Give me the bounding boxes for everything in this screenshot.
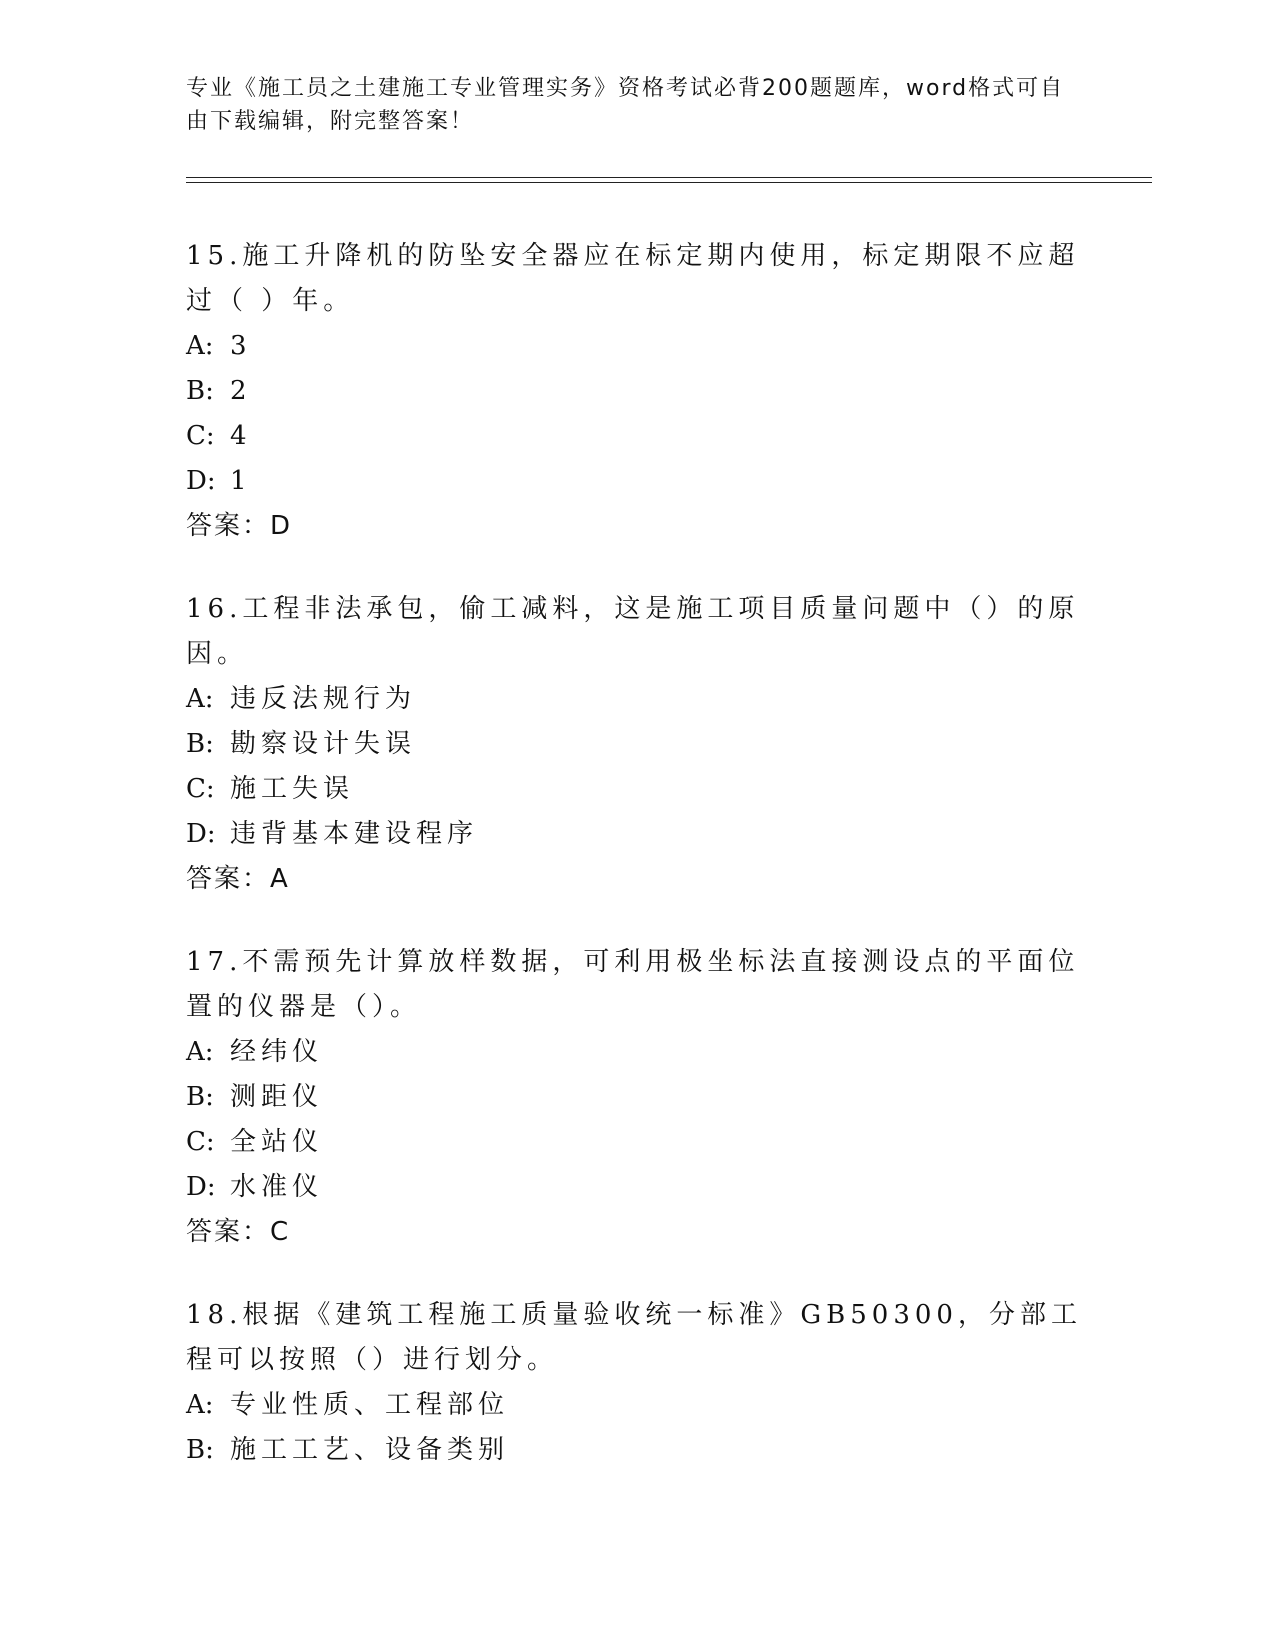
question-text — [186, 940, 1086, 1030]
option-text: 违反法规行为 — [230, 684, 417, 714]
question-number: 18. — [186, 1300, 243, 1330]
option-d — [186, 459, 1086, 504]
option-letter: D: — [186, 466, 216, 496]
question-number: 16. — [186, 594, 243, 624]
question-stem: 根据《建筑工程施工质量验收统一标准》GB50300，分部工程可以按照（）进行划分。 — [186, 1300, 1082, 1375]
option-text: 4 — [230, 421, 252, 451]
option-letter: A: — [186, 1037, 214, 1067]
option-text: 水准仪 — [230, 1172, 324, 1202]
document-header: 专业《施工员之土建施工专业管理实务》资格考试必背200题题库，word格式可自由下载编辑，附完整答案！ — [186, 76, 1065, 134]
option-letter: C: — [186, 1127, 215, 1157]
option-b — [186, 1075, 1086, 1120]
option-b — [186, 722, 1086, 767]
answer-line: 答案：C — [186, 1217, 291, 1247]
option-b — [186, 1428, 1086, 1473]
question-text — [186, 1293, 1086, 1383]
question-text — [186, 234, 1086, 324]
option-text: 2 — [230, 376, 252, 406]
option-a — [186, 1383, 1086, 1428]
option-text: 施工失误 — [230, 774, 355, 804]
answer-line: 答案：D — [186, 511, 293, 541]
option-letter: D: — [186, 1172, 216, 1202]
question-15 — [186, 234, 1086, 549]
option-text: 专业性质、工程部位 — [230, 1390, 510, 1420]
option-letter: A: — [186, 1390, 214, 1420]
option-d — [186, 812, 1086, 857]
option-text: 3 — [230, 331, 252, 361]
option-text: 经纬仪 — [230, 1037, 324, 1067]
option-c — [186, 414, 1086, 459]
option-a — [186, 324, 1086, 369]
option-text: 勘察设计失误 — [230, 729, 417, 759]
option-text: 施工工艺、设备类别 — [230, 1435, 510, 1465]
option-letter: D: — [186, 819, 216, 849]
option-letter: C: — [186, 421, 215, 451]
option-text: 测距仪 — [230, 1082, 324, 1112]
option-letter: A: — [186, 684, 214, 714]
option-letter: B: — [186, 1082, 214, 1112]
question-list — [186, 234, 1086, 1511]
question-18 — [186, 1293, 1086, 1473]
header-rule-bottom — [186, 182, 1152, 183]
question-stem: 不需预先计算放样数据，可利用极坐标法直接测设点的平面位置的仪器是（）。 — [186, 947, 1080, 1022]
option-a — [186, 677, 1086, 722]
question-stem: 工程非法承包，偷工减料，这是施工项目质量问题中（）的原因。 — [186, 594, 1080, 669]
option-letter: B: — [186, 1435, 214, 1465]
option-letter: B: — [186, 376, 214, 406]
option-a — [186, 1030, 1086, 1075]
header-rule-top — [186, 177, 1152, 178]
option-text: 违背基本建设程序 — [230, 819, 479, 849]
option-c — [186, 767, 1086, 812]
question-17 — [186, 940, 1086, 1255]
question-number: 17. — [186, 947, 243, 977]
option-b — [186, 369, 1086, 414]
question-16 — [186, 587, 1086, 902]
option-letter: A: — [186, 331, 214, 361]
answer-line: 答案：A — [186, 864, 290, 894]
option-text: 1 — [230, 466, 252, 496]
question-text — [186, 587, 1086, 677]
option-d — [186, 1165, 1086, 1210]
option-text: 全站仪 — [230, 1127, 324, 1157]
option-letter: C: — [186, 774, 215, 804]
question-number: 15. — [186, 241, 243, 271]
question-stem: 施工升降机的防坠安全器应在标定期内使用，标定期限不应超过（ ）年。 — [186, 241, 1080, 316]
option-c — [186, 1120, 1086, 1165]
option-letter: B: — [186, 729, 214, 759]
